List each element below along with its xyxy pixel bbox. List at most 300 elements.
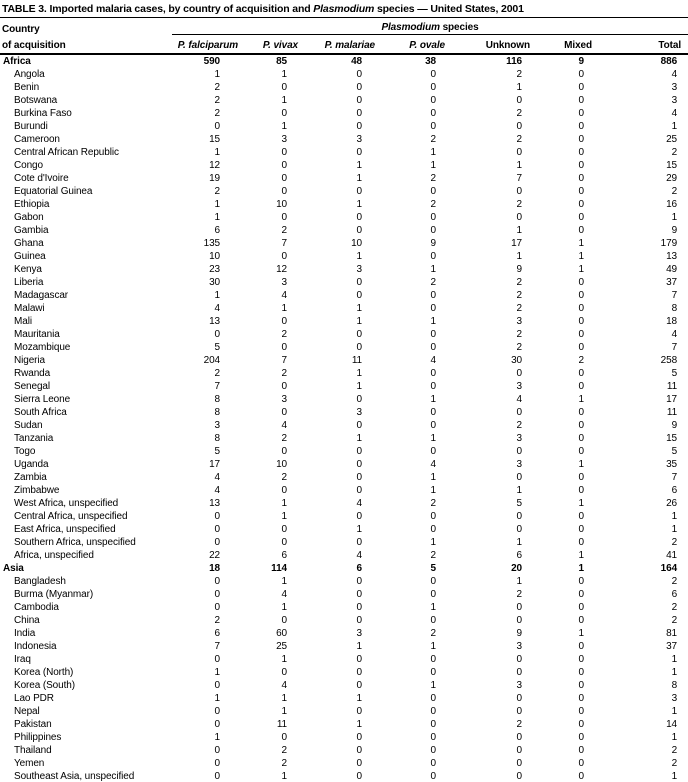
- case-count-cell: 1: [356, 381, 362, 392]
- country-name-cell: Burkina Faso: [14, 108, 72, 119]
- case-count-cell: 1: [578, 264, 584, 275]
- case-count-cell: 8: [671, 680, 678, 691]
- case-count-cell: 0: [430, 615, 436, 626]
- country-row: [0, 133, 688, 146]
- case-count-cell: 1: [430, 680, 436, 691]
- case-count-cell: 4: [356, 498, 362, 509]
- case-count-cell: 0: [578, 771, 584, 782]
- spanner-rest: species: [439, 22, 479, 33]
- case-count-cell: 1: [578, 498, 584, 509]
- case-count-cell: 2: [516, 719, 522, 730]
- case-count-cell: 0: [578, 745, 584, 756]
- country-row: [0, 575, 688, 588]
- case-count-cell: 0: [578, 160, 584, 171]
- case-count-cell: 10: [276, 199, 287, 210]
- case-count-cell: 0: [516, 472, 522, 483]
- case-count-cell: 8: [671, 303, 678, 314]
- case-count-cell: 1: [430, 160, 436, 171]
- case-count-cell: 0: [356, 706, 362, 717]
- case-count-cell: 0: [578, 368, 584, 379]
- case-count-cell: 0: [578, 225, 584, 236]
- case-count-cell: 1: [430, 472, 436, 483]
- case-count-cell: 258: [660, 355, 678, 366]
- case-count-cell: 0: [430, 251, 436, 262]
- case-count-cell: 0: [516, 212, 522, 223]
- case-count-cell: 0: [214, 758, 220, 769]
- country-row: [0, 302, 688, 315]
- country-row: [0, 185, 688, 198]
- country-name-cell: Southeast Asia, unspecified: [14, 771, 135, 782]
- case-count-cell: 0: [430, 771, 436, 782]
- case-count-cell: 0: [356, 615, 362, 626]
- case-count-cell: 18: [666, 316, 678, 327]
- table-header: [0, 18, 688, 54]
- case-count-cell: 0: [430, 706, 436, 717]
- case-count-cell: 1: [281, 498, 287, 509]
- case-count-cell: 12: [276, 264, 287, 275]
- case-count-cell: 0: [356, 82, 362, 93]
- case-count-cell: 2: [671, 602, 678, 613]
- country-name-cell: Korea (South): [14, 680, 75, 691]
- case-count-cell: 0: [578, 511, 584, 522]
- country-name-cell: Ghana: [14, 238, 44, 249]
- case-count-cell: 0: [356, 745, 362, 756]
- case-count-cell: 11: [351, 355, 362, 366]
- case-count-cell: 0: [214, 524, 220, 535]
- header-row-spanner: [0, 18, 688, 35]
- case-count-cell: 3: [356, 407, 362, 418]
- case-count-cell: 0: [214, 706, 220, 717]
- case-count-cell: 4: [281, 420, 287, 431]
- case-count-cell: 1: [214, 290, 220, 301]
- case-count-cell: 2: [671, 615, 678, 626]
- case-count-cell: 0: [578, 342, 584, 353]
- country-name-cell: Sierra Leone: [14, 394, 71, 405]
- country-row: [0, 705, 688, 718]
- case-count-cell: 0: [578, 706, 584, 717]
- case-count-cell: 0: [214, 745, 220, 756]
- case-count-cell: 30: [209, 277, 220, 288]
- country-name-cell: China: [14, 615, 40, 626]
- case-count-cell: 4: [214, 303, 220, 314]
- case-count-cell: 1: [671, 524, 678, 535]
- case-count-cell: 2: [430, 134, 436, 145]
- case-count-cell: 2: [281, 329, 287, 340]
- country-row: [0, 484, 688, 497]
- case-count-cell: 1: [578, 550, 584, 561]
- case-count-cell: 1: [671, 121, 678, 132]
- country-name-cell: Mozambique: [14, 342, 71, 353]
- country-row: [0, 432, 688, 445]
- country-name-cell: Thailand: [14, 745, 52, 756]
- case-count-cell: 0: [516, 121, 522, 132]
- case-count-cell: 2: [516, 277, 522, 288]
- case-count-cell: 0: [578, 329, 584, 340]
- header-row-columns: [0, 35, 688, 55]
- case-count-cell: 1: [430, 394, 436, 405]
- case-count-cell: 3: [281, 394, 287, 405]
- country-name-cell: Yemen: [14, 758, 45, 769]
- case-count-cell: 0: [578, 277, 584, 288]
- case-count-cell: 0: [214, 511, 220, 522]
- case-count-cell: 0: [516, 745, 522, 756]
- country-row: [0, 588, 688, 601]
- case-count-cell: 0: [281, 524, 287, 535]
- case-count-cell: 3: [516, 316, 522, 327]
- case-count-cell: 0: [578, 446, 584, 457]
- table-title-part2: species — United States, 2001: [374, 3, 524, 15]
- country-row: [0, 250, 688, 263]
- case-count-cell: 0: [578, 602, 584, 613]
- country-name-cell: Sudan: [14, 420, 43, 431]
- case-count-cell: 0: [356, 654, 362, 665]
- case-count-cell: 0: [578, 134, 584, 145]
- country-row: [0, 445, 688, 458]
- case-count-cell: 6: [671, 589, 678, 600]
- country-name-cell: East Africa, unspecified: [14, 524, 116, 535]
- country-row: [0, 367, 688, 380]
- case-count-cell: 38: [425, 56, 436, 67]
- case-count-cell: 7: [516, 173, 522, 184]
- case-count-cell: 1: [281, 303, 287, 314]
- case-count-cell: 30: [511, 355, 522, 366]
- case-count-cell: 2: [671, 576, 678, 587]
- column-header-total: Total: [594, 35, 688, 55]
- case-count-cell: 41: [666, 550, 678, 561]
- case-count-cell: 0: [430, 121, 436, 132]
- case-count-cell: 0: [430, 693, 436, 704]
- case-count-cell: 4: [281, 680, 287, 691]
- case-count-cell: 0: [281, 667, 287, 678]
- region-row: [0, 562, 688, 575]
- country-row: [0, 666, 688, 679]
- case-count-cell: 0: [214, 602, 220, 613]
- country-row: [0, 393, 688, 406]
- case-count-cell: 10: [351, 238, 362, 249]
- stub-header-line2: of acquisition: [0, 35, 172, 55]
- country-name-cell: Togo: [14, 446, 36, 457]
- case-count-cell: 4: [430, 355, 436, 366]
- case-count-cell: 1: [356, 719, 362, 730]
- case-count-cell: 2: [281, 758, 287, 769]
- case-count-cell: 10: [276, 459, 287, 470]
- case-count-cell: 0: [578, 485, 584, 496]
- case-count-cell: 2: [516, 199, 522, 210]
- case-count-cell: 17: [511, 238, 522, 249]
- country-name-cell: Southern Africa, unspecified: [14, 537, 136, 548]
- country-row: [0, 549, 688, 562]
- case-count-cell: 1: [516, 251, 522, 262]
- case-count-cell: 1: [356, 433, 362, 444]
- case-count-cell: 37: [666, 641, 678, 652]
- case-count-cell: 0: [356, 446, 362, 457]
- case-count-cell: 0: [214, 537, 220, 548]
- case-count-cell: 29: [666, 173, 678, 184]
- country-row: [0, 718, 688, 731]
- country-name-cell: Cambodia: [14, 602, 59, 613]
- case-count-cell: 0: [356, 680, 362, 691]
- country-name-cell: Liberia: [14, 277, 44, 288]
- case-count-cell: 6: [281, 550, 287, 561]
- case-count-cell: 0: [516, 693, 522, 704]
- country-name-cell: Uganda: [14, 459, 49, 470]
- case-count-cell: 0: [214, 121, 220, 132]
- case-count-cell: 0: [356, 732, 362, 743]
- case-count-cell: 1: [578, 459, 584, 470]
- case-count-cell: 0: [281, 732, 287, 743]
- case-count-cell: 3: [356, 134, 362, 145]
- case-count-cell: 0: [430, 329, 436, 340]
- case-count-cell: 0: [430, 420, 436, 431]
- case-count-cell: 2: [281, 745, 287, 756]
- case-count-cell: 590: [203, 56, 220, 67]
- case-count-cell: 2: [430, 498, 436, 509]
- case-count-cell: 1: [516, 576, 522, 587]
- case-count-cell: 2: [516, 589, 522, 600]
- case-count-cell: 0: [356, 342, 362, 353]
- case-count-cell: 1: [214, 199, 220, 210]
- country-row: [0, 341, 688, 354]
- case-count-cell: 0: [281, 316, 287, 327]
- case-count-cell: 0: [516, 654, 522, 665]
- table-body: [0, 54, 688, 782]
- column-header-vivax: P. vivax: [240, 35, 300, 55]
- case-count-cell: 179: [660, 238, 678, 249]
- case-count-cell: 10: [209, 251, 220, 262]
- case-count-cell: 0: [430, 381, 436, 392]
- case-count-cell: 0: [516, 732, 522, 743]
- case-count-cell: 3: [281, 134, 287, 145]
- case-count-cell: 0: [356, 186, 362, 197]
- case-count-cell: 1: [430, 602, 436, 613]
- case-count-cell: 9: [516, 264, 522, 275]
- case-count-cell: 0: [281, 147, 287, 158]
- case-count-cell: 1: [671, 706, 678, 717]
- case-count-cell: 0: [516, 602, 522, 613]
- case-count-cell: 0: [430, 667, 436, 678]
- case-count-cell: 0: [516, 95, 522, 106]
- case-count-cell: 0: [516, 771, 522, 782]
- case-count-cell: 0: [356, 290, 362, 301]
- case-count-cell: 1: [214, 693, 220, 704]
- case-count-cell: 8: [214, 394, 220, 405]
- case-count-cell: 11: [666, 381, 678, 392]
- case-count-cell: 0: [578, 290, 584, 301]
- case-count-cell: 9: [578, 56, 584, 67]
- case-count-cell: 0: [578, 95, 584, 106]
- country-name-cell: Lao PDR: [14, 693, 54, 704]
- column-header-ovale: P. ovale: [377, 35, 447, 55]
- country-row: [0, 471, 688, 484]
- country-row: [0, 198, 688, 211]
- case-count-cell: 0: [356, 420, 362, 431]
- country-row: [0, 770, 688, 782]
- case-count-cell: 0: [356, 108, 362, 119]
- case-count-cell: 0: [281, 186, 287, 197]
- case-count-cell: 2: [281, 368, 287, 379]
- case-count-cell: 1: [671, 667, 678, 678]
- case-count-cell: 1: [356, 160, 362, 171]
- table-title: [0, 0, 688, 18]
- case-count-cell: 4: [214, 485, 220, 496]
- case-count-cell: 6: [214, 225, 220, 236]
- case-count-cell: 3: [356, 628, 362, 639]
- case-count-cell: 1: [281, 121, 287, 132]
- country-name-cell: Iraq: [14, 654, 31, 665]
- case-count-cell: 6: [516, 550, 522, 561]
- case-count-cell: 0: [578, 381, 584, 392]
- case-count-cell: 0: [578, 524, 584, 535]
- case-count-cell: 6: [214, 628, 220, 639]
- column-header-malariae: P. malariae: [300, 35, 377, 55]
- case-count-cell: 0: [430, 95, 436, 106]
- case-count-cell: 3: [516, 680, 522, 691]
- country-name-cell: Burma (Myanmar): [14, 589, 94, 600]
- case-count-cell: 0: [516, 186, 522, 197]
- country-row: [0, 354, 688, 367]
- case-count-cell: 0: [281, 160, 287, 171]
- case-count-cell: 1: [356, 173, 362, 184]
- case-count-cell: 2: [578, 355, 584, 366]
- case-count-cell: 16: [666, 199, 678, 210]
- species-spanner-header: [172, 18, 688, 35]
- country-name-cell: Botswana: [14, 95, 58, 106]
- case-count-cell: 0: [578, 69, 584, 80]
- case-count-cell: 0: [356, 485, 362, 496]
- case-count-cell: 0: [430, 719, 436, 730]
- case-count-cell: 85: [276, 56, 287, 67]
- case-count-cell: 7: [671, 472, 678, 483]
- case-count-cell: 0: [356, 576, 362, 587]
- case-count-cell: 18: [209, 563, 220, 574]
- case-count-cell: 23: [209, 264, 220, 275]
- case-count-cell: 13: [209, 498, 220, 509]
- country-row: [0, 497, 688, 510]
- case-count-cell: 0: [356, 394, 362, 405]
- case-count-cell: 1: [578, 563, 584, 574]
- case-count-cell: 0: [578, 433, 584, 444]
- country-name-cell: Pakistan: [14, 719, 52, 730]
- case-count-cell: 1: [214, 732, 220, 743]
- case-count-cell: 2: [214, 108, 220, 119]
- case-count-cell: 9: [671, 420, 678, 431]
- country-name-cell: Central African Republic: [14, 147, 119, 158]
- case-count-cell: 0: [578, 693, 584, 704]
- case-count-cell: 1: [578, 394, 584, 405]
- case-count-cell: 9: [430, 238, 436, 249]
- country-row: [0, 679, 688, 692]
- case-count-cell: 0: [578, 680, 584, 691]
- case-count-cell: 0: [430, 82, 436, 93]
- case-count-cell: 0: [356, 667, 362, 678]
- case-count-cell: 0: [578, 82, 584, 93]
- case-count-cell: 0: [430, 654, 436, 665]
- case-count-cell: 0: [578, 173, 584, 184]
- case-count-cell: 7: [214, 381, 220, 392]
- case-count-cell: 1: [281, 654, 287, 665]
- case-count-cell: 0: [578, 732, 584, 743]
- case-count-cell: 0: [430, 732, 436, 743]
- case-count-cell: 0: [516, 368, 522, 379]
- case-count-cell: 2: [214, 186, 220, 197]
- case-count-cell: 6: [356, 563, 362, 574]
- case-count-cell: 2: [516, 108, 522, 119]
- case-count-cell: 1: [356, 316, 362, 327]
- case-count-cell: 2: [516, 69, 522, 80]
- country-name-cell: Zimbabwe: [14, 485, 60, 496]
- case-count-cell: 4: [281, 589, 287, 600]
- column-header-mixed: Mixed: [532, 35, 594, 55]
- case-count-cell: 0: [430, 212, 436, 223]
- case-count-cell: 0: [281, 446, 287, 457]
- country-row: [0, 211, 688, 224]
- case-count-cell: 2: [430, 173, 436, 184]
- region-row: [0, 54, 688, 68]
- case-count-cell: 2: [516, 134, 522, 145]
- case-count-cell: 6: [671, 485, 678, 496]
- case-count-cell: 1: [281, 69, 287, 80]
- case-count-cell: 0: [578, 719, 584, 730]
- case-count-cell: 4: [516, 394, 522, 405]
- case-count-cell: 0: [516, 615, 522, 626]
- column-header-unknown: Unknown: [447, 35, 532, 55]
- case-count-cell: 0: [430, 225, 436, 236]
- country-row: [0, 224, 688, 237]
- country-row: [0, 523, 688, 536]
- case-count-cell: 1: [430, 264, 436, 275]
- case-count-cell: 0: [281, 82, 287, 93]
- case-count-cell: 1: [281, 95, 287, 106]
- case-count-cell: 0: [578, 472, 584, 483]
- case-count-cell: 0: [578, 147, 584, 158]
- country-name-cell: Ethiopia: [14, 199, 50, 210]
- case-count-cell: 0: [356, 121, 362, 132]
- case-count-cell: 2: [671, 758, 678, 769]
- country-row: [0, 315, 688, 328]
- country-name-cell: Cameroon: [14, 134, 60, 145]
- case-count-cell: 2: [671, 745, 678, 756]
- case-count-cell: 0: [281, 537, 287, 548]
- case-count-cell: 1: [356, 251, 362, 262]
- case-count-cell: 0: [578, 654, 584, 665]
- case-count-cell: 886: [660, 56, 678, 67]
- case-count-cell: 2: [516, 420, 522, 431]
- case-count-cell: 3: [281, 277, 287, 288]
- case-count-cell: 1: [516, 537, 522, 548]
- case-count-cell: 0: [356, 329, 362, 340]
- case-count-cell: 0: [356, 537, 362, 548]
- case-count-cell: 0: [214, 719, 220, 730]
- case-count-cell: 0: [214, 680, 220, 691]
- case-count-cell: 1: [281, 602, 287, 613]
- case-count-cell: 0: [214, 589, 220, 600]
- case-count-cell: 0: [281, 212, 287, 223]
- country-row: [0, 263, 688, 276]
- country-name-cell: Senegal: [14, 381, 50, 392]
- case-count-cell: 4: [430, 459, 436, 470]
- case-count-cell: 0: [430, 368, 436, 379]
- case-count-cell: 3: [671, 82, 678, 93]
- stub-header-line1: Country: [2, 23, 40, 35]
- case-count-cell: 2: [671, 537, 678, 548]
- case-count-cell: 3: [214, 420, 220, 431]
- case-count-cell: 0: [356, 771, 362, 782]
- case-count-cell: 7: [671, 342, 678, 353]
- table-title-species-word: Plasmodium: [313, 3, 375, 15]
- case-count-cell: 1: [516, 160, 522, 171]
- country-name-cell: Africa: [3, 56, 31, 67]
- case-count-cell: 0: [430, 69, 436, 80]
